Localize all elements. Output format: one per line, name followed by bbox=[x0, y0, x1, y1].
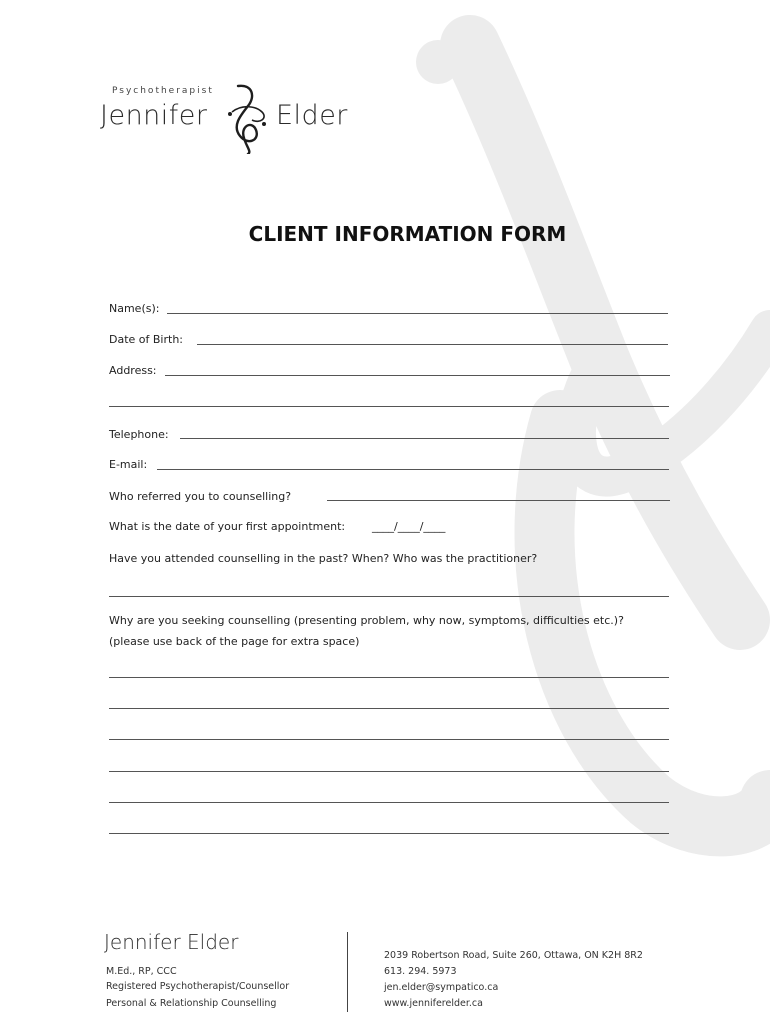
reason-input-line[interactable] bbox=[109, 708, 669, 709]
dob-input-line[interactable] bbox=[197, 344, 668, 345]
reason-input-line[interactable] bbox=[109, 802, 669, 803]
reason-input-line[interactable] bbox=[109, 833, 669, 834]
address-label: Address: bbox=[109, 364, 157, 377]
footer-name: Jennifer Elder bbox=[104, 930, 239, 954]
email-input-line[interactable] bbox=[157, 469, 669, 470]
ampersand-monogram-icon bbox=[222, 82, 272, 154]
reason-input-line[interactable] bbox=[109, 771, 669, 772]
logo-first-name: Jennifer bbox=[100, 100, 208, 131]
dob-label: Date of Birth: bbox=[109, 333, 184, 346]
name-input-line[interactable] bbox=[167, 313, 668, 314]
form-title: CLIENT INFORMATION FORM bbox=[248, 222, 567, 246]
email-label: E-mail: bbox=[109, 458, 148, 471]
reason-label: Why are you seeking counselling (presenting problem, why now, symptoms, difficulties etc.)? bbox=[109, 614, 624, 627]
footer-divider bbox=[347, 932, 348, 1012]
footer-specialty: Personal & Relationship Counselling bbox=[106, 998, 277, 1009]
brand-logo bbox=[100, 82, 360, 162]
reason-input-line[interactable] bbox=[109, 739, 669, 740]
footer-credentials: M.Ed., RP, CCC bbox=[106, 966, 177, 977]
referral-label: Who referred you to counselling? bbox=[109, 490, 292, 503]
telephone-input-line[interactable] bbox=[180, 438, 669, 439]
first-appointment-date-blanks[interactable]: ____/____/____ bbox=[372, 520, 446, 533]
footer-role: Registered Psychotherapist/Counsellor bbox=[106, 981, 290, 992]
first-appointment-label: What is the date of your first appointment: bbox=[109, 520, 346, 533]
footer-address: 2039 Robertson Road, Suite 260, Ottawa, ON K2H 8R2 bbox=[384, 950, 643, 961]
past-counselling-label: Have you attended counselling in the past? When? Who was the practitioner? bbox=[109, 552, 538, 565]
referral-input-line[interactable] bbox=[327, 500, 670, 501]
footer-phone: 613. 294. 5973 bbox=[384, 966, 457, 977]
logo-subtitle: Psychotherapist bbox=[112, 86, 214, 96]
reason-note: (please use back of the page for extra space) bbox=[109, 635, 360, 648]
address-input-line-2[interactable] bbox=[109, 406, 669, 407]
footer-website-link[interactable]: www.jenniferelder.ca bbox=[384, 998, 483, 1009]
reason-input-line[interactable] bbox=[109, 677, 669, 678]
address-input-line-1[interactable] bbox=[165, 375, 670, 376]
footer-email-link[interactable]: jen.elder@sympatico.ca bbox=[384, 982, 499, 993]
logo-last-name: Elder bbox=[276, 100, 348, 131]
past-counselling-input-line[interactable] bbox=[109, 596, 669, 597]
telephone-label: Telephone: bbox=[109, 428, 169, 441]
name-label: Name(s): bbox=[109, 302, 160, 315]
